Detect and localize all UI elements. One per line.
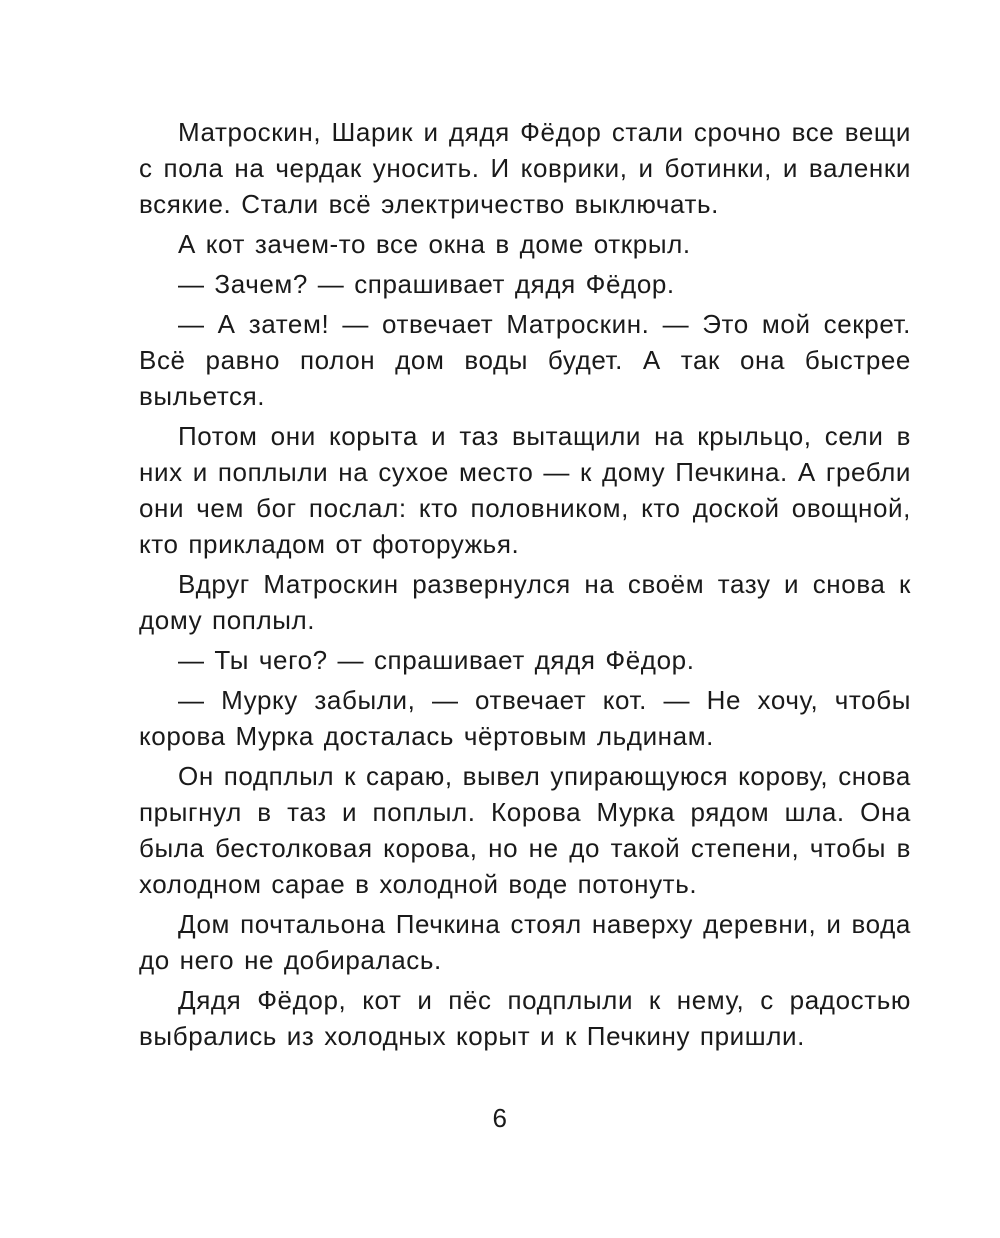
paragraph: — Ты чего? — спрашивает дядя Фёдор. [178,645,695,675]
paragraph: Потом они корыта и таз вытащили на крыльцо, сели в них и поплыли на сухое место — к дому Печкина. А гребли они чем бог послал: кто половником, кто доской овощной, кто прикладом от фоторужья. [139,421,911,559]
paragraph: Дом почтальона Печкина стоял наверху деревни, и вода до него не добиралась. [139,909,911,975]
paragraph: А кот зачем-то все окна в доме открыл. [178,229,691,259]
paragraph: Вдруг Матроскин развернулся на своём тазу и снова к дому поплыл. [139,569,911,635]
paragraph: Дядя Фёдор, кот и пёс подплыли к нему, с радостью выбрались из холодных корыт и к Печкину пришли. [139,985,911,1051]
paragraph: Он подплыл к сараю, вывел упирающуюся корову, снова прыгнул в таз и поплыл. Корова Мурка рядом шла. Она была бестолковая корова, но не до такой степени, чтобы в холодном сарае в холодной воде потонуть. [139,761,911,899]
paragraph: — Зачем? — спрашивает дядя Фёдор. [178,269,675,299]
paragraph: — Мурку забыли, — отвечает кот. — Не хочу, чтобы корова Мурка досталась чёртовым льдинам. [139,685,911,751]
paragraph: — А затем! — отвечает Матроскин. — Это мой секрет. Всё равно полон дом воды будет. А так она быстрее выльется. [139,309,911,411]
page-number: 6 [492,1103,508,1133]
paragraph: Матроскин, Шарик и дядя Фёдор стали срочно все вещи с пола на чердак уносить. И коврики, и ботинки, и валенки всякие. Стали всё электричество выключать. [139,117,911,219]
body-text [139,114,911,1058]
